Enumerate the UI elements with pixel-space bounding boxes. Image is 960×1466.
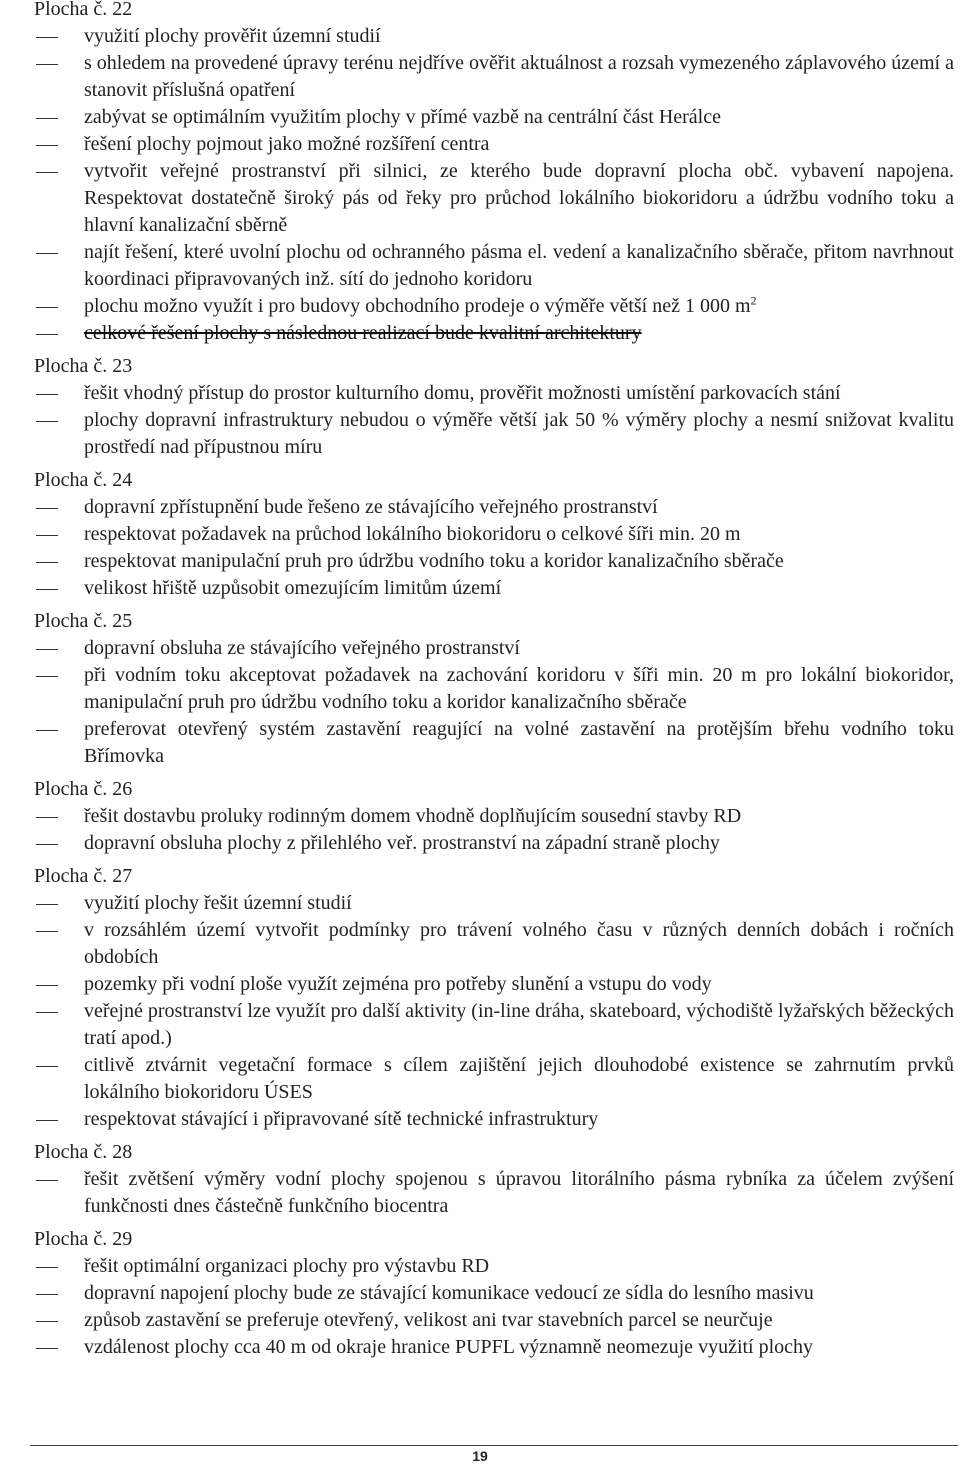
list-item xyxy=(34,575,954,602)
list-item xyxy=(34,50,954,104)
list-item-text-wrap xyxy=(84,409,954,458)
list-item-text-wrap xyxy=(84,637,520,659)
list-item-text-wrap xyxy=(84,892,352,914)
list-item xyxy=(34,890,954,917)
list-item xyxy=(34,1307,954,1334)
list-item-text: najít řešení, které uvolní plochu od ochranného pásma el. vedení a kanalizačního sběrače, přitom navrhnout koordinaci připravovaných inž. sítí do jednoho koridoru xyxy=(84,241,954,290)
list-item-text-wrap xyxy=(84,322,642,344)
footer-divider xyxy=(30,1445,958,1446)
list-item xyxy=(34,23,954,50)
list-item-text: zabývat se optimálním využitím plochy v přímé vazbě na centrální část Herálce xyxy=(84,106,721,128)
list-item xyxy=(34,548,954,575)
list-item xyxy=(34,917,954,971)
list-item xyxy=(34,1106,954,1133)
list-item xyxy=(34,407,954,461)
list-item xyxy=(34,1166,954,1220)
list-item-text-wrap xyxy=(84,1168,954,1217)
list-item-text-wrap xyxy=(84,1054,954,1103)
list-item xyxy=(34,1280,954,1307)
requirement-list xyxy=(34,803,954,857)
list-item-text: dopravní obsluha plochy z přilehlého veř. prostranství na západní straně plochy xyxy=(84,832,720,854)
list-item-text: dopravní napojení plochy bude ze stávající komunikace vedoucí ze sídla do lesního masivu xyxy=(84,1282,814,1304)
list-item-text-wrap xyxy=(84,805,741,827)
list-item-text-wrap xyxy=(84,52,954,101)
requirement-list xyxy=(34,635,954,770)
list-item xyxy=(34,521,954,548)
list-item-text: řešit zvětšení výměry vodní plochy spojenou s úpravou litorálního pásma rybníka za účelem zvýšení funkčnosti dnes částečně funkčního biocentra xyxy=(84,1168,954,1217)
list-item-text-wrap xyxy=(84,106,721,128)
plocha-section xyxy=(34,1226,954,1361)
list-item-text-wrap xyxy=(84,1282,814,1304)
section-heading: Plocha č. 29 xyxy=(34,1228,133,1250)
list-item-text-wrap xyxy=(84,241,954,290)
list-item xyxy=(34,635,954,662)
list-item xyxy=(34,131,954,158)
list-item-text: respektovat stávající i připravované sítě technické infrastruktury xyxy=(84,1108,599,1130)
list-item xyxy=(34,158,954,239)
list-item-text-wrap xyxy=(84,973,712,995)
list-item-text: při vodním toku akceptovat požadavek na zachování koridoru v šíři min. 20 m pro lokální biokoridor, manipulační pruh pro údržbu vodního toku a koridor kanalizačního sběrače xyxy=(84,664,954,713)
list-item-text: řešit dostavbu proluky rodinným domem vhodně doplňujícím sousední stavby RD xyxy=(84,805,742,827)
list-item-text: vytvořit veřejné prostranství při silnici, ze kterého bude dopravní plocha obč. vybavení napojena. Respektovat dostatečně široký pás od řeky pro průchod lokálního biokoridoru a údržbu vodního toku a hlavní kanalizační sběrně xyxy=(84,160,954,236)
list-item-text: využití plochy řešit územní studií xyxy=(84,892,352,914)
list-item xyxy=(34,971,954,998)
list-item xyxy=(34,830,954,857)
list-item-text: velikost hřiště uzpůsobit omezujícím limitům území xyxy=(84,577,502,599)
list-item-text-wrap xyxy=(84,550,784,572)
list-item xyxy=(34,293,954,320)
section-heading: Plocha č. 22 xyxy=(34,0,133,20)
section-heading: Plocha č. 23 xyxy=(34,355,133,377)
page-number: 19 xyxy=(472,1448,488,1464)
list-item xyxy=(34,104,954,131)
section-heading: Plocha č. 27 xyxy=(34,865,133,887)
list-item xyxy=(34,1334,954,1361)
list-item-text: vzdálenost plochy cca 40 m od okraje hranice PUPFL významně neomezuje využití plochy xyxy=(84,1336,814,1358)
list-item-text-wrap xyxy=(84,1336,813,1358)
requirement-list xyxy=(34,380,954,461)
plocha-section xyxy=(34,776,954,857)
plocha-section xyxy=(34,608,954,770)
list-item-text-wrap xyxy=(84,523,741,545)
list-item-text-wrap xyxy=(84,1000,954,1049)
list-item xyxy=(34,1052,954,1106)
list-item xyxy=(34,239,954,293)
plocha-section xyxy=(34,1139,954,1220)
list-item-text: plochu možno využít i pro budovy obchodního prodeje o výměře větší než 1 000 m xyxy=(84,295,751,317)
requirement-list xyxy=(34,890,954,1133)
list-item-text: dopravní obsluha ze stávajícího veřejného prostranství xyxy=(84,637,520,659)
plocha-section xyxy=(34,863,954,1133)
requirement-list xyxy=(34,494,954,602)
list-item-text-wrap xyxy=(84,919,954,968)
section-heading: Plocha č. 28 xyxy=(34,1141,133,1163)
list-item xyxy=(34,1253,954,1280)
list-item-text: preferovat otevřený systém zastavění reagující na volné zastavění na protějším břehu vodního toku Břímovka xyxy=(84,718,954,767)
list-item xyxy=(34,803,954,830)
list-item-text-wrap xyxy=(84,1108,598,1130)
section-heading: Plocha č. 24 xyxy=(34,469,133,491)
list-item xyxy=(34,662,954,716)
list-item-text-wrap xyxy=(84,25,381,47)
requirement-list xyxy=(34,1253,954,1361)
section-heading: Plocha č. 25 xyxy=(34,610,133,632)
list-item-text: citlivě ztvárnit vegetační formace s cílem zajištění jejich dlouhodobé existence se zahrnutím prvků lokálního biokoridoru ÚSES xyxy=(84,1054,954,1103)
section-heading: Plocha č. 26 xyxy=(34,778,133,800)
list-item-text: řešit optimální organizaci plochy pro výstavbu RD xyxy=(84,1255,490,1277)
list-item-text: v rozsáhlém území vytvořit podmínky pro trávení volného času v různých denních dobách i ročních obdobích xyxy=(84,919,954,968)
list-item-text-wrap xyxy=(84,133,489,155)
plocha-section xyxy=(34,0,954,347)
list-item-text-wrap xyxy=(84,295,757,317)
list-item-text-wrap xyxy=(84,577,501,599)
list-item xyxy=(34,494,954,521)
document-body xyxy=(34,0,954,1367)
list-item-text-wrap xyxy=(84,160,954,236)
list-item-text: s ohledem na provedené úpravy terénu nejdříve ověřit aktuálnost a rozsah vymezeného záplavového území a stanovit příslušná opatření xyxy=(84,52,954,101)
list-item-text: plochy dopravní infrastruktury nebudou o výměře větší jak 50 % výměry plochy a nesmí snižovat kvalitu prostředí nad přípustnou míru xyxy=(84,409,954,458)
list-item-text-wrap xyxy=(84,832,720,854)
plocha-section xyxy=(34,353,954,461)
list-item-text-wrap xyxy=(84,718,954,767)
list-item-struck xyxy=(34,320,954,347)
list-item xyxy=(34,380,954,407)
list-item-text: veřejné prostranství lze využít pro další aktivity (in-line dráha, skateboard, východiště lyžařských běžeckých tratí apod.) xyxy=(84,1000,954,1049)
list-item-text: využití plochy prověřit územní studií xyxy=(84,25,381,47)
list-item-text: respektovat požadavek na průchod lokálního biokoridoru o celkové šíři min. 20 m xyxy=(84,523,741,545)
list-item-text-wrap xyxy=(84,664,954,713)
list-item-text: celkové řešení plochy s následnou realizací bude kvalitní architektury xyxy=(84,322,642,344)
list-item xyxy=(34,998,954,1052)
list-item-text-wrap xyxy=(84,496,658,518)
list-item-text: řešit vhodný přístup do prostor kulturního domu, prověřit možnosti umístění parkovacích stání xyxy=(84,382,841,404)
list-item-text-wrap xyxy=(84,382,841,404)
requirement-list xyxy=(34,23,954,347)
list-item xyxy=(34,716,954,770)
list-item-text-wrap xyxy=(84,1309,773,1331)
list-item-text: respektovat manipulační pruh pro údržbu vodního toku a koridor kanalizačního sběrače xyxy=(84,550,784,572)
list-item-text: způsob zastavění se preferuje otevřený, velikost ani tvar stavebních parcel se neurčuje xyxy=(84,1309,773,1331)
list-item-text: dopravní zpřístupnění bude řešeno ze stávajícího veřejného prostranství xyxy=(84,496,658,518)
superscript-unit: 2 xyxy=(750,293,757,308)
requirement-list xyxy=(34,1166,954,1220)
list-item-text: pozemky při vodní ploše využít zejména pro potřeby slunění a vstupu do vody xyxy=(84,973,712,995)
list-item-text: řešení plochy pojmout jako možné rozšíření centra xyxy=(84,133,490,155)
list-item-text-wrap xyxy=(84,1255,489,1277)
plocha-section xyxy=(34,467,954,602)
